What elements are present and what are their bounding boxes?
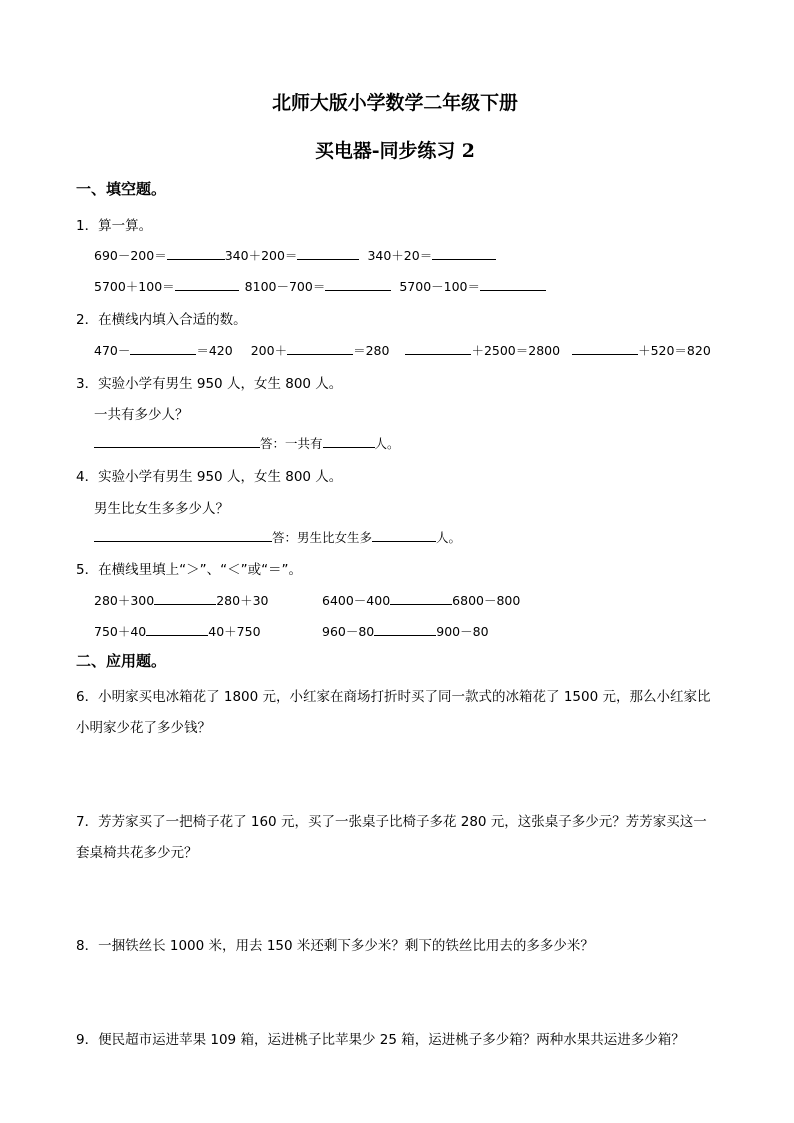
- document-subtitle: 买电器-同步练习 2: [315, 140, 475, 162]
- expression: 280＋30: [216, 593, 269, 608]
- question-3-answer-line: [94, 434, 400, 452]
- question-9-line-1: 9．便民超市运进苹果 109 箱，运进桃子比苹果少 25 箱，运进桃子多少箱？两种水果共运进多少箱？: [76, 1032, 685, 1048]
- answer-blank[interactable]: [480, 278, 546, 291]
- answer-prefix: 答：男生比女生多: [272, 530, 373, 545]
- expression: ＋2500＝2800: [471, 343, 561, 358]
- question-8-line-1: 8．一捆铁丝长 1000 米，用去 150 米还剩下多少米？剩下的铁丝比用去的多多少米？: [76, 938, 594, 954]
- question-4-answer-line: [94, 528, 461, 546]
- question-5-item: [322, 591, 520, 609]
- question-1-label: 1．算一算。: [76, 218, 153, 234]
- question-7-line-2: 套桌椅共花多少元？: [76, 845, 198, 861]
- question-1-row-1: [94, 246, 496, 264]
- section-heading-fill-blank: 一、填空题。: [76, 180, 167, 198]
- expression: 690－200＝: [94, 248, 167, 263]
- expression: 280＋300: [94, 593, 155, 608]
- answer-blank[interactable]: [167, 247, 225, 260]
- question-6-line-2: 小明家少花了多少钱？: [76, 720, 211, 736]
- expression: 750＋40: [94, 624, 147, 639]
- answer-blank[interactable]: [572, 342, 638, 355]
- expression: 40＋750: [208, 624, 261, 639]
- compare-blank[interactable]: [390, 592, 452, 605]
- answer-blank[interactable]: [372, 529, 436, 542]
- question-4-label: 4．实验小学有男生 950 人，女生 800 人。: [76, 469, 343, 485]
- expression: 900－80: [436, 624, 489, 639]
- question-2-row: [94, 341, 711, 359]
- answer-suffix: 人。: [374, 436, 400, 451]
- answer-blank[interactable]: [405, 342, 471, 355]
- expression: 8100－700＝: [244, 279, 326, 294]
- answer-blank[interactable]: [432, 247, 496, 260]
- compare-blank[interactable]: [154, 592, 216, 605]
- question-5-label: 5．在横线里填上“＞”、“＜”或“＝”。: [76, 562, 303, 578]
- answer-prefix: 答：一共有: [260, 436, 323, 451]
- expression: 340＋20＝: [367, 248, 433, 263]
- expression: 960－80: [322, 624, 375, 639]
- answer-blank[interactable]: [323, 435, 375, 448]
- question-4-prompt: 男生比女生多多少人？: [94, 501, 229, 517]
- expression: 6800－800: [452, 593, 521, 608]
- expression: 5700＋100＝: [94, 279, 175, 294]
- question-1-row-2: [94, 277, 546, 295]
- expression: 470－: [94, 343, 131, 358]
- document-title: 北师大版小学数学二年级下册: [272, 92, 518, 114]
- expression: ＝280: [353, 343, 390, 358]
- answer-blank[interactable]: [325, 278, 391, 291]
- question-3-prompt: 一共有多少人？: [94, 407, 189, 423]
- compare-blank[interactable]: [146, 623, 208, 636]
- expression: 200＋: [250, 343, 288, 358]
- work-blank[interactable]: [94, 435, 260, 448]
- answer-blank[interactable]: [130, 342, 196, 355]
- question-3-label: 3．实验小学有男生 950 人，女生 800 人。: [76, 376, 343, 392]
- question-6-line-1: 6．小明家买电冰箱花了 1800 元，小红家在商场打折时买了同一款式的冰箱花了 1500 元，那么小红家比: [76, 689, 711, 705]
- expression: ＝420: [196, 343, 233, 358]
- question-7-line-1: 7．芳芳家买了一把椅子花了 160 元，买了一张桌子比椅子多花 280 元，这张桌子多少元？芳芳家买这一: [76, 814, 707, 830]
- answer-blank[interactable]: [175, 278, 239, 291]
- question-2-label: 2．在横线内填入合适的数。: [76, 312, 247, 328]
- work-blank[interactable]: [94, 529, 272, 542]
- answer-suffix: 人。: [436, 530, 462, 545]
- expression: ＋520＝820: [638, 343, 711, 358]
- question-5-item: [94, 591, 268, 609]
- expression: 5700－100＝: [399, 279, 481, 294]
- answer-blank[interactable]: [287, 342, 353, 355]
- question-5-item: [94, 622, 261, 640]
- answer-blank[interactable]: [297, 247, 359, 260]
- section-heading-word-problems: 二、应用题。: [76, 652, 167, 670]
- compare-blank[interactable]: [374, 623, 436, 636]
- expression: 6400－400: [322, 593, 391, 608]
- question-5-item: [322, 622, 489, 640]
- expression: 340＋200＝: [224, 248, 298, 263]
